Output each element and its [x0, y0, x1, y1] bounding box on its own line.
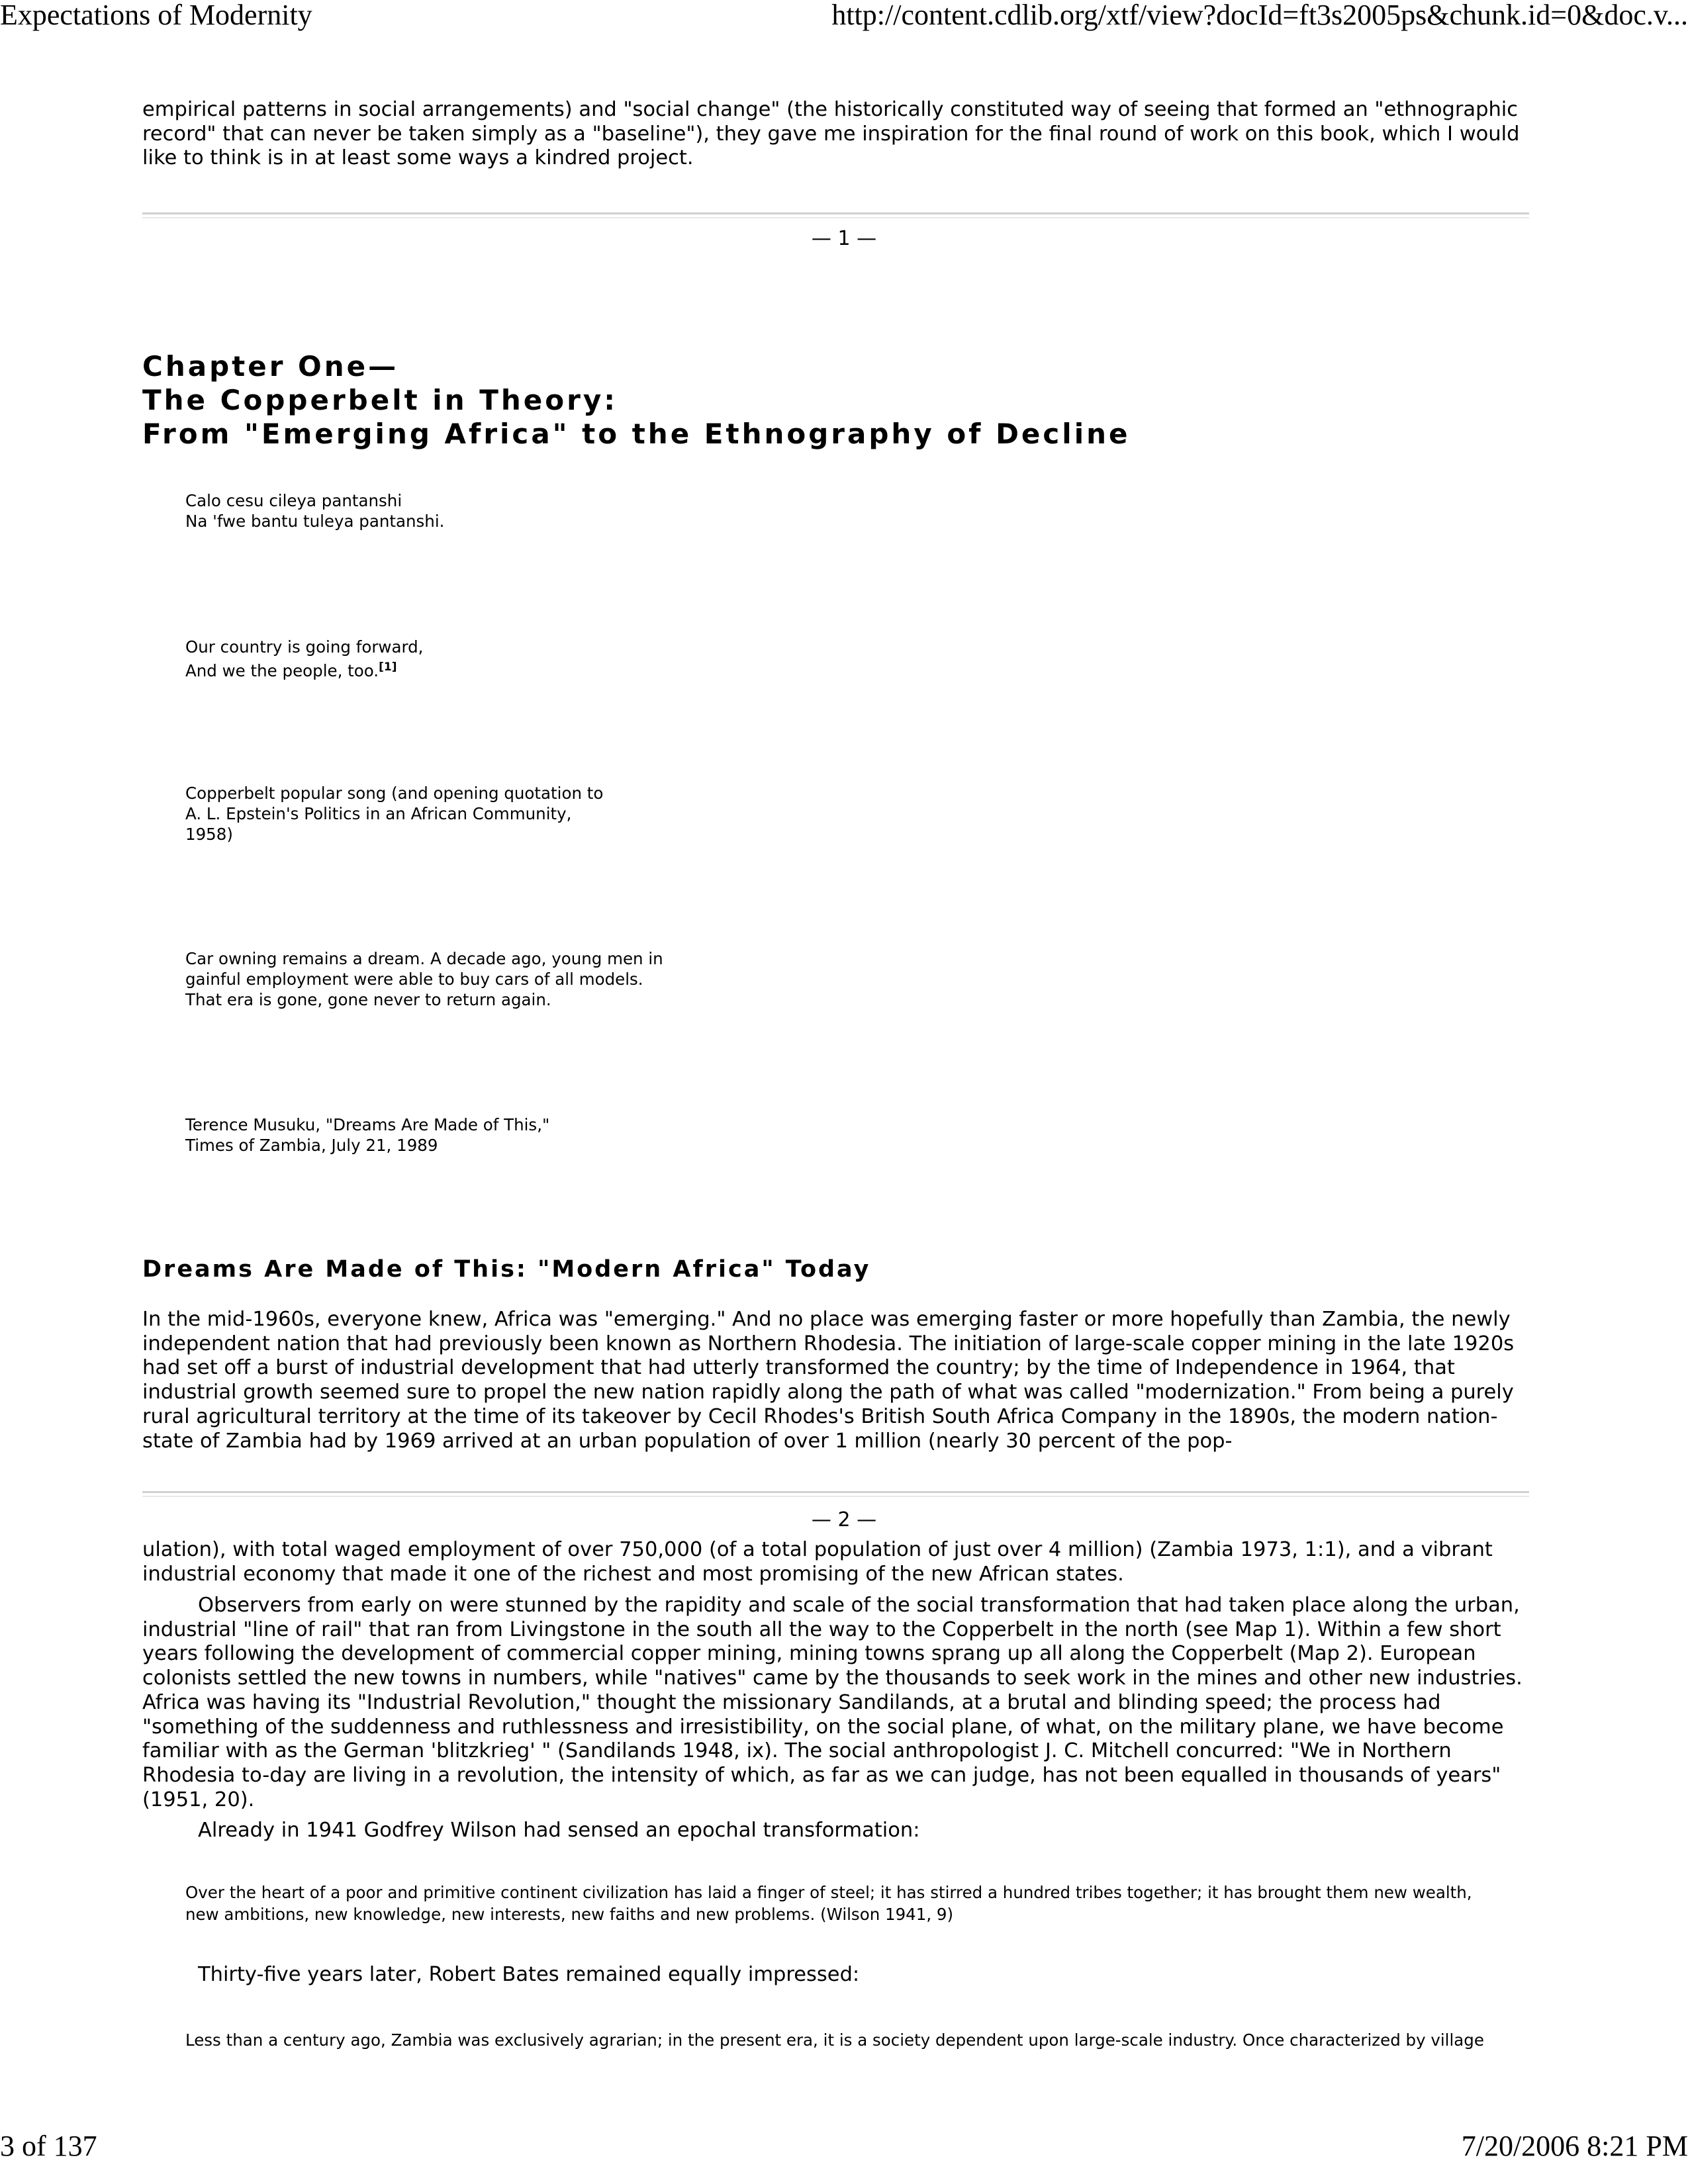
paragraph-text: Thirty-five years later, Robert Bates remained equally impressed:: [198, 1963, 860, 1986]
paragraph: [142, 1819, 1532, 1843]
section-heading: Dreams Are Made of This: "Modern Africa" Today: [142, 1256, 871, 1283]
epigraph-line: That era is gone, gone never to return again.: [185, 990, 551, 1009]
epigraph-line: 1958): [185, 825, 233, 844]
epigraph-line: Our country is going forward,: [185, 637, 424, 657]
block-quote: Less than a century ago, Zambia was exclusively agrarian; in the present era, it is a society dependent upon large-scale industry. Once characterized by village: [185, 2030, 1484, 2050]
paragraph-text: In the mid-1960s, everyone knew, Africa was "emerging." And no place was emerging faster or more hopefully than Zambia, the newly independent nation that had previously been known as Northern Rhodesia. The initiation of large-scale copper mining in the late 1920s had set off a burst of industrial development that had utterly transformed the country; by the time of Independence in 1964, that industrial growth seemed sure to propel the new nation rapidly along the path of what was called "modernization." From being a purely rural agricultural territory at the time of its takeover by Cecil Rhodes's British South Africa Company in the 1890s, the modern nation-state of Zambia had by 1969 arrived at an urban population of over 1 million (nearly 30 percent of the pop-: [142, 1308, 1515, 1453]
chapter-title: [142, 349, 1131, 451]
epigraph-translation: [185, 637, 423, 681]
page-number-marker: — 1 —: [811, 227, 877, 250]
paragraph: [142, 1308, 1532, 1453]
paragraph-text: Observers from early on were stunned by the rapidity and scale of the social transformation that had taken place along the urban, industrial "line of rail" that ran from Livingstone in the south all the way to the Copperbelt in the north (see Map 1). Within a few short years following the development of commercial copper mining, mining towns sprang up all along the Copperbelt (Map 2). European colonists settled the new towns in numbers, while "natives" came by the thousands to seek work in the mines and other new industries. Africa was having its "Industrial Revolution," thought the missionary Sandilands, at a brutal and blinding speed; the process had "something of the suddenness and ruthlessness and irresistibility, on the social plane, of what, on the military plane, we have become familiar with as the German 'blitzkrieg' " (Sandilands 1948, ix). The social anthropologist J. C. Mitchell concurred: "We in Northern Rhodesia to-day are living in a revolution, the intensity of which, as far as we can judge, has not been equalled in thousands of years" (1951, 20).: [142, 1594, 1523, 1811]
epigraph-line: gainful employment were able to buy cars of all models.: [185, 970, 643, 989]
epigraph-line: And we the people, too.: [185, 661, 379, 681]
epigraph-source-1: [185, 783, 603, 844]
epigraph-line: Terence Musuku, "Dreams Are Made of This,": [185, 1115, 550, 1134]
epigraph-line: Car owning remains a dream. A decade ago, young men in: [185, 949, 663, 968]
intro-paragraph-text: empirical patterns in social arrangements) and "social change" (the historically constituted way of seeing that formed an "ethnographic record" that can never be taken simply as a "baseline"), they gave me inspiration for the final round of work on this book, which I would like to think is in at least some ways a kindred project.: [142, 98, 1520, 170]
paragraph: [142, 1963, 1532, 1987]
footer-timestamp: 7/20/2006 8:21 PM: [1461, 2130, 1688, 2162]
footer-page-count: 3 of 137: [0, 2130, 97, 2162]
chapter-subtitle: From "Emerging Africa" to the Ethnography of Decline: [142, 418, 1131, 450]
epigraph-source-2: [185, 1115, 549, 1156]
paragraph: [142, 1594, 1532, 1812]
epigraph-line: Copperbelt popular song (and opening quotation to: [185, 784, 604, 803]
page-divider: [142, 212, 1529, 218]
epigraph-line: A. L. Epstein's Politics in an African Community,: [185, 804, 572, 823]
chapter-number: Chapter One—: [142, 350, 399, 383]
page-number-marker: — 2 —: [811, 1508, 877, 1531]
footnote-link[interactable]: [1]: [379, 660, 397, 674]
epigraph-quote-2: [185, 948, 663, 1010]
paragraph: [142, 1538, 1532, 1586]
block-quote: Over the heart of a poor and primitive continent civilization has laid a finger of steel; it has stirred a hundred tribes together; it has brought them new wealth, new ambitions, new knowledge, new interests, new faiths and new problems. (Wilson 1941, 9): [185, 1883, 1472, 1924]
chapter-title-line: The Copperbelt in Theory:: [142, 384, 618, 416]
page-header-url: http://content.cdlib.org/xtf/view?docId=ft3s2005ps&chunk.id=0&doc.v...: [831, 0, 1688, 31]
paragraph-text: ulation), with total waged employment of over 750,000 (of a total population of just over 4 million) (Zambia 1973, 1:1), and a vibrant industrial economy that made it one of the richest and most promising of the new African states.: [142, 1538, 1493, 1586]
page-header-title: Expectations of Modernity: [0, 0, 312, 31]
epigraph-line: Calo cesu cileya pantanshi: [185, 491, 402, 510]
paragraph-text: Already in 1941 Godfrey Wilson had sensed an epochal transformation:: [198, 1819, 920, 1842]
epigraph-song: [185, 490, 444, 531]
intro-paragraph: [142, 98, 1532, 171]
page-divider: [142, 1491, 1529, 1497]
epigraph-line: Times of Zambia, July 21, 1989: [185, 1136, 438, 1155]
epigraph-line: Na 'fwe bantu tuleya pantanshi.: [185, 512, 445, 531]
